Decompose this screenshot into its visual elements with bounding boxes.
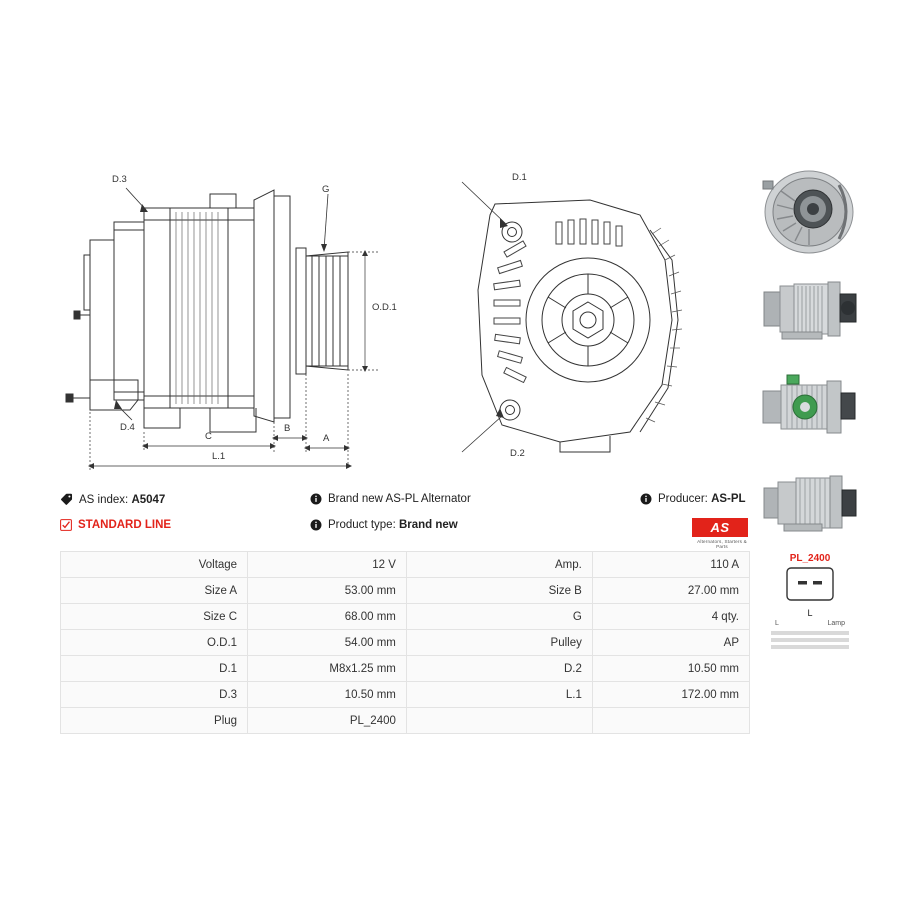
product-info-block — [60, 493, 750, 544]
product-type-text — [328, 519, 458, 531]
aspl-logo-subtitle: Alternators, Starters & Parts — [697, 539, 747, 549]
as-index-label: AS index: — [79, 493, 129, 506]
spec-key-empty — [406, 708, 592, 734]
spec-value: AP — [592, 630, 749, 656]
info-icon — [640, 493, 652, 505]
spec-value: M8x1.25 mm — [248, 656, 407, 682]
label-d3: D.3 — [112, 174, 127, 185]
alternator-front-view-drawing — [440, 160, 740, 480]
spec-value: 110 A — [592, 552, 749, 578]
spec-key: D.3 — [61, 682, 248, 708]
label-d4: D.4 — [120, 422, 135, 433]
spec-value-empty — [592, 708, 749, 734]
brand-text: Brand new AS-PL Alternator — [328, 493, 471, 505]
as-index-text — [79, 494, 165, 506]
spec-key: Plug — [61, 708, 248, 734]
table-row — [61, 552, 750, 578]
as-index — [60, 493, 310, 506]
side-view-svg — [60, 160, 420, 480]
spec-value: 27.00 mm — [592, 578, 749, 604]
label-l1: L.1 — [212, 451, 226, 462]
spec-value: 53.00 mm — [248, 578, 407, 604]
product-photo-front[interactable] — [755, 165, 865, 258]
check-square-icon — [60, 519, 72, 531]
table-row — [61, 604, 750, 630]
producer-label: Producer: — [658, 493, 708, 505]
spec-key: L.1 — [406, 682, 592, 708]
specifications-table — [60, 551, 750, 734]
brand-info — [310, 493, 640, 505]
standard-line-badge — [60, 519, 310, 531]
plug-name: PL_2400 — [789, 553, 831, 564]
table-row — [61, 578, 750, 604]
product-photo-angled[interactable] — [755, 359, 865, 452]
product-type-label: Product type: — [328, 519, 396, 531]
info-icon — [310, 493, 322, 505]
plug-terminal-label: L — [807, 608, 813, 618]
label-d2: D.2 — [510, 448, 525, 459]
product-type-value: Brand new — [398, 519, 458, 531]
product-photo-side[interactable] — [755, 262, 865, 355]
producer-value: AS-PL — [711, 493, 746, 505]
standard-line-text: STANDARD LINE — [78, 519, 172, 531]
aspl-logo-mark: AS — [692, 518, 748, 537]
spec-value: 12 V — [248, 552, 407, 578]
product-photo-strip — [755, 165, 865, 652]
label-od1: O.D.1 — [372, 302, 397, 313]
as-index-value: A5047 — [131, 493, 166, 506]
plug-placeholder-bars — [771, 631, 849, 649]
table-row — [61, 630, 750, 656]
spec-value: 10.50 mm — [592, 656, 749, 682]
plug-sub-left: L — [775, 620, 779, 627]
spec-key: Size C — [61, 604, 248, 630]
label-c: C — [205, 431, 212, 442]
table-row — [61, 656, 750, 682]
producer-info — [640, 493, 750, 505]
spec-key: Amp. — [406, 552, 592, 578]
label-g: G — [322, 184, 330, 195]
label-a: A — [323, 433, 330, 444]
spec-key: D.2 — [406, 656, 592, 682]
spec-key: G — [406, 604, 592, 630]
label-d1: D.1 — [512, 172, 527, 183]
spec-key: Size A — [61, 578, 248, 604]
tag-icon — [60, 493, 73, 506]
product-type-info — [310, 519, 640, 531]
label-b: B — [284, 423, 291, 434]
producer-text — [658, 493, 746, 505]
plug-sub-right: Lamp — [827, 620, 845, 627]
spec-key: Voltage — [61, 552, 248, 578]
spec-value: PL_2400 — [248, 708, 407, 734]
table-row — [61, 708, 750, 734]
spec-value: 54.00 mm — [248, 630, 407, 656]
aspl-logo — [692, 518, 752, 549]
spec-value: 4 qty. — [592, 604, 749, 630]
info-icon — [310, 519, 322, 531]
spec-key: Size B — [406, 578, 592, 604]
alternator-side-view-drawing — [60, 160, 420, 480]
front-view-svg — [440, 160, 740, 480]
plug-drawing — [755, 567, 865, 649]
spec-value: 10.50 mm — [248, 682, 407, 708]
spec-key: D.1 — [61, 656, 248, 682]
spec-key: Pulley — [406, 630, 592, 656]
spec-value: 68.00 mm — [248, 604, 407, 630]
spec-key: O.D.1 — [61, 630, 248, 656]
spec-value: 172.00 mm — [592, 682, 749, 708]
technical-drawings — [60, 160, 750, 480]
table-row — [61, 682, 750, 708]
product-photo-rear[interactable] — [755, 456, 865, 549]
